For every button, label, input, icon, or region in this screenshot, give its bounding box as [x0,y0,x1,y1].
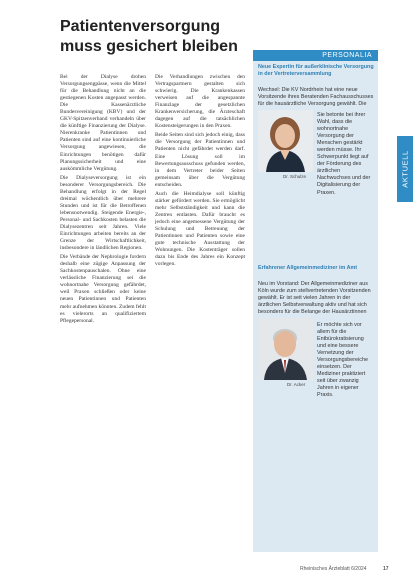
journal-name: Rheinisches Ärzteblatt 6/2024 [300,566,367,572]
paragraph: Die Dialyseversorgung ist ein besonderer Versorgungsbereich. Die Behandlung erfolgt in der Regel dreimal wöchentlich über mehrere Stunden und ist für die Betroffenen lebensnotwendig. Steigende Energie-, Personal- und Sachkosten belasten die Dialysezentren seit Jahren. Viele Einrichtungen arbeiten bereits an der Grenze der Wirtschaftlichkeit, insbesondere in ländlichen Regionen. [60,174,146,252]
article-headline: Patientenversorgung muss gesichert bleiben [60,18,238,55]
portrait-photo-man [258,318,313,380]
paragraph: Die Verhandlungen zwischen den Vertragspartnern gestalten sich schwierig. Die Krankenkassen verweisen auf die angespannte Finanzlage der gesetzlichen Krankenversicherung, die Ärzteschaft dagegen auf die tatsächlichen Kostensteigerungen in den Praxen. [155,74,245,130]
paragraph: Auch die Heimdialyse soll künftig stärker gefördert werden. Sie ermöglicht mehr Selbstständigkeit und kann die Zentren entlasten. Dafür braucht es jedoch eine angemessene Vergütung der Schulung und Betreuung der Patientinnen und Patienten sowie eine gute technische Ausstattung der Wohnungen. Die Kostenträger sollen dazu bis Ende des Jahres ein Konzept vorlegen. [155,190,245,268]
portrait-woman-image [258,110,313,172]
paragraph: Beide Seiten sind sich jedoch einig, dass die Versorgung der Patientinnen und Patienten nicht gefährdet werden darf. Eine Lösung soll im Bewertungsausschuss gefunden werden, in dem Vertreter beider Seiten gemeinsam über die Vergütung entscheiden. [155,132,245,188]
photo-caption: Dr. Schulze [283,174,307,179]
sidebar-item-title: Neue Expertin für außerklinische Versorgung in der Vertreterversammlung [258,64,374,77]
photo-caption: Dr. Acker [287,382,306,387]
sidebar-item-lead: Wechsel: Die KV Nordrhein hat eine neue Vorsitzende ihres Beratenden Fachausschusses für die hausärztliche Versorgung gewählt. Die [258,87,374,107]
sidebar-item-title: Erfahrener Allgemeinmediziner im Amt [258,265,358,271]
sidebar-header: PERSONALIA [253,50,378,61]
paragraph: Bei der Dialyse drohen Versorgungsengpässe, wenn die Mittel für die Behandlung nicht an die gestiegenen Kosten angepasst werden. Die Kassenärztliche Bundesvereinigung (KBV) und der GKV-Spitzenverband verhandeln über die künftige Finanzierung der Dialyse. Nierenkranke Patientinnen und Patienten sind auf eine kontinuierliche Versorgung angewiesen, die Einrichtungen benötigen dafür Planungssicherheit und eine auskömmliche Vergütung. [60,74,146,172]
personalia-sidebar [253,50,378,552]
section-tab [397,136,413,202]
sidebar-item-lead: Neu im Vorstand: Der Allgemeinmediziner aus Köln wurde zum stellvertretenden Vorsitzenden gewählt. Er ist seit vielen Jahren in der ärztlichen Selbstverwaltung aktiv und hat sich besonders für die Belange der Hausärztinnen [258,281,371,315]
portrait-photo-woman [258,110,313,172]
page-number: 17 [383,566,389,572]
sidebar-item-text: Er möchte sich vor allem für die Entbürokratisierung und eine bessere Vernetzung der Versorgungsbereiche einsetzen. Der Mediziner praktiziert seit über zwanzig Jahren in eigener Praxis. [317,322,368,399]
article-column-2 [155,74,245,558]
section-tab-label: AKTUELL [400,150,410,188]
portrait-man-image [258,318,313,380]
article-column-1 [60,74,146,554]
paragraph: Die Verbände der Nephrologie fordern deshalb eine zügige Anpassung der Sachkostenpauschalen. Ohne eine verlässliche Finanzierung sei die wohnortnahe Versorgung gefährdet, weil Praxen schließen oder keine neuen Patientinnen und Patienten mehr aufnehmen könnten. Zudem fehlt es vielerorts an qualifiziertem Pflegepersonal. [60,254,146,324]
sidebar-item-text: Sie betonte bei ihrer Wahl, dass die wohnortnahe Versorgung der Menschen gestärkt werden müsse. Ihr Schwerpunkt liegt auf der Förderung des ärztlichen Nachwuchses und der Digitalisierung der Praxen. [317,112,371,196]
